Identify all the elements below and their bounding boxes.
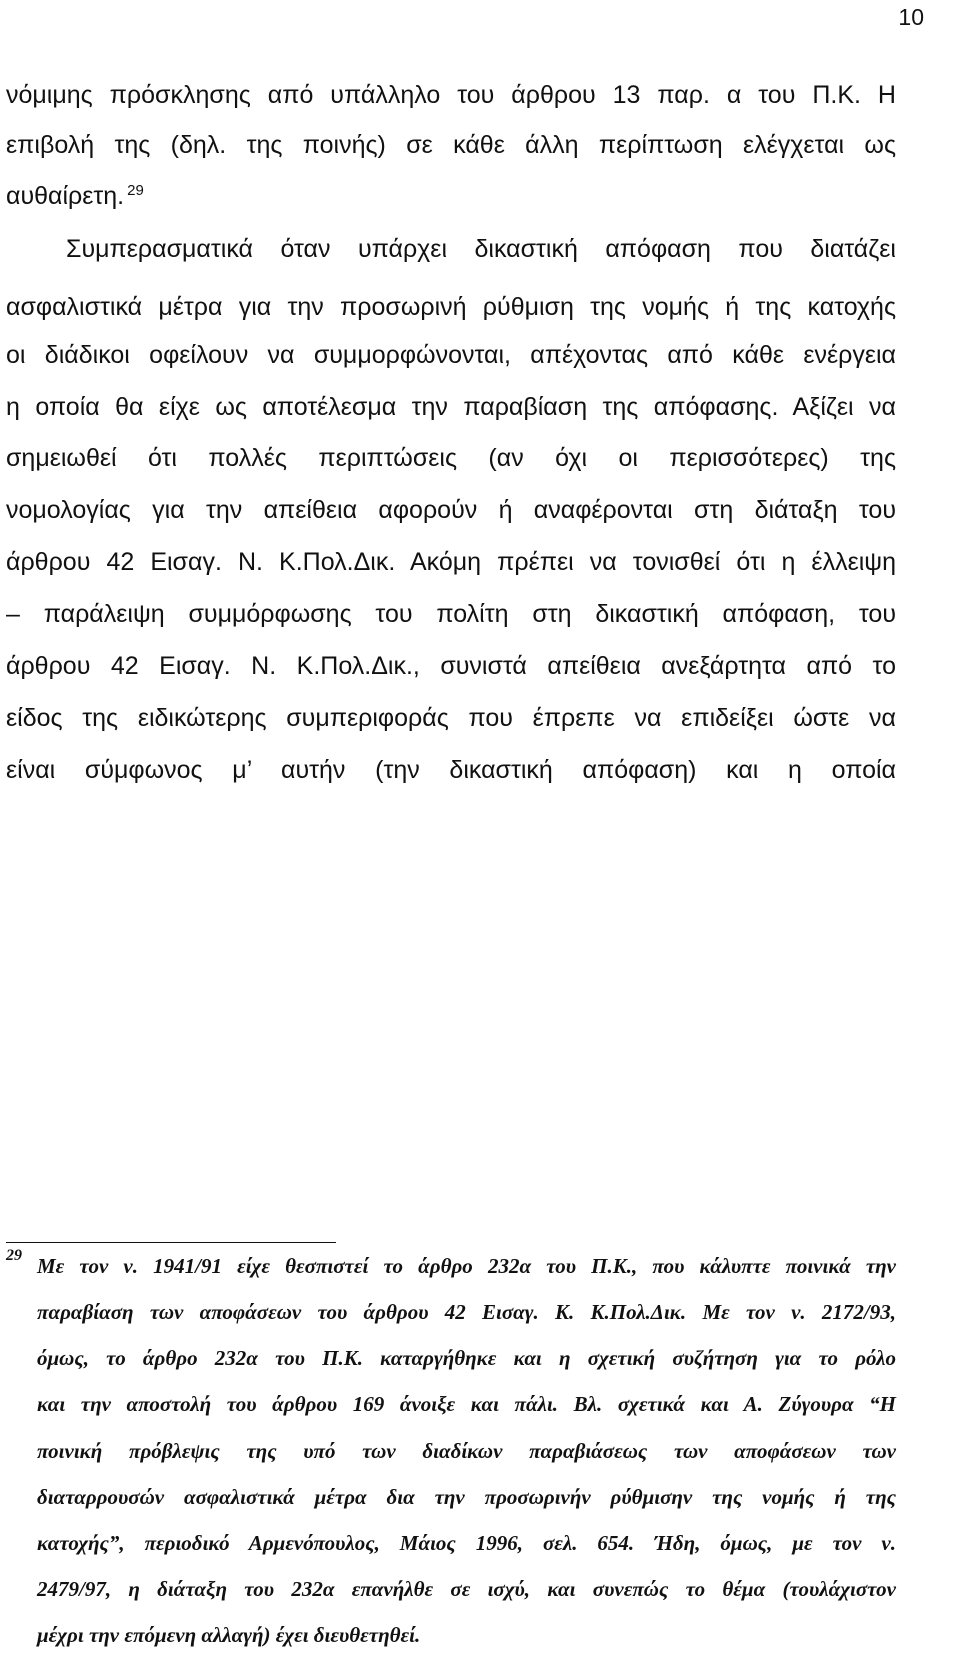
- body-line: [6, 180, 144, 212]
- body-line: επιβολή της (δηλ. της ποινής) σε κάθε άλλη περίπτωση ελέγχεται ως: [6, 131, 896, 159]
- body-line: νόμιμης πρόσκλησης από υπάλληλο του άρθρου 13 παρ. α του Π.Κ. Η: [6, 81, 896, 109]
- footnote-line: μέχρι την επόμενη αλλαγή) έχει διευθετηθεί.: [37, 1623, 421, 1647]
- body-line: σημειωθεί ότι πολλές περιπτώσεις (αν όχι οι περισσότερες) της: [6, 444, 896, 472]
- paragraph-first-line: Συμπερασματικά όταν υπάρχει δικαστική απόφαση που διατάζει: [66, 235, 896, 263]
- footnote-line: Με τον ν. 1941/91 είχε θεσπιστεί το άρθρο 232α του Π.Κ., που κάλυπτε ποινικά την: [37, 1254, 896, 1278]
- body-line: άρθρου 42 Εισαγ. Ν. Κ.Πολ.Δικ. Ακόμη πρέπει να τονισθεί ότι η έλλειψη: [6, 548, 896, 576]
- footnote-line: διαταρρουσών ασφαλιστικά μέτρα δια την προσωρινήν ρύθμισην της νομής ή της: [37, 1485, 896, 1509]
- footnote-line: παραβίαση των αποφάσεων του άρθρου 42 Εισαγ. Κ. Κ.Πολ.Δικ. Με τον ν. 2172/93,: [37, 1300, 896, 1324]
- footnote-line: όμως, το άρθρο 232α του Π.Κ. καταργήθηκε και η σχετική συζήτηση για το ρόλο: [37, 1346, 896, 1370]
- body-line: οι διάδικοι οφείλουν να συμμορφώνονται, απέχοντας από κάθε ενέργεια: [6, 341, 896, 369]
- footnote-line: κατοχής”, περιοδικό Αρμενόπουλος, Μάιος 1996, σελ. 654. Ήδη, όμως, με τον ν.: [37, 1531, 896, 1555]
- footnote-separator: [6, 1242, 336, 1243]
- footnote-line: 2479/97, η διάταξη του 232α επανήλθε σε ισχύ, και συνεπώς το θέμα (τουλάχιστον: [37, 1577, 896, 1601]
- footnote-line: ποινική πρόβλεψις της υπό των διαδίκων παραβιάσεως των αποφάσεων των: [37, 1439, 896, 1463]
- body-line: νομολογίας για την απείθεια αφορούν ή αναφέρονται στη διάταξη του: [6, 496, 896, 524]
- body-line-text: αυθαίρετη.: [6, 182, 125, 210]
- body-line: – παράλειψη συμμόρφωσης του πολίτη στη δικαστική απόφαση, του: [6, 600, 896, 628]
- body-line: ασφαλιστικά μέτρα για την προσωρινή ρύθμιση της νομής ή της κατοχής: [6, 293, 896, 321]
- body-line: είναι σύμφωνος μ’ αυτήν (την δικαστική απόφαση) και η οποία: [6, 756, 896, 784]
- body-line: άρθρου 42 Εισαγ. Ν. Κ.Πολ.Δικ., συνιστά απείθεια ανεξάρτητα από το: [6, 652, 896, 680]
- footnote-line: και την αποστολή του άρθρου 169 άνοιξε και πάλι. Βλ. σχετικά και Α. Ζύγουρα “Η: [37, 1392, 896, 1416]
- page-number: 10: [898, 4, 924, 30]
- body-line: η οποία θα είχε ως αποτέλεσμα την παραβίαση της απόφασης. Αξίζει να: [6, 393, 896, 421]
- body-line: είδος της ειδικώτερης συμπεριφοράς που έπρεπε να επιδείξει ώστε να: [6, 704, 896, 732]
- footnote-number: 29: [6, 1247, 22, 1264]
- footnote-reference[interactable]: 29: [127, 181, 144, 199]
